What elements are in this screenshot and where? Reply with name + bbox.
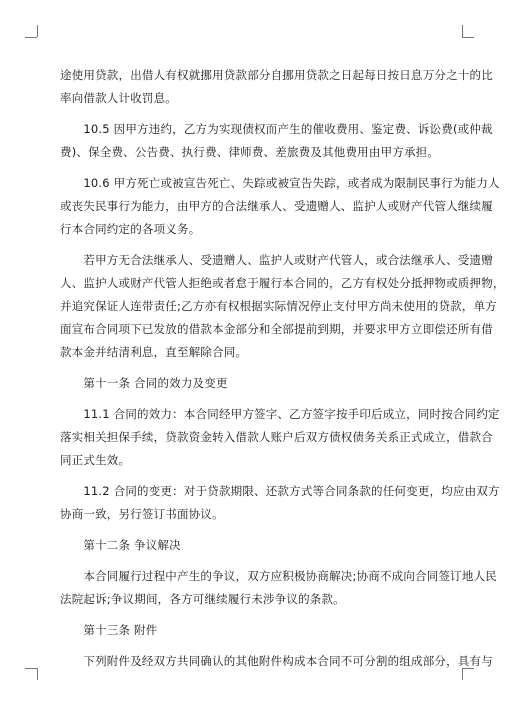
paragraph [60, 650, 493, 673]
text-line: 10.5 因甲方违约，乙方为实现债权而产生的催收费用、鉴定费、诉讼费(或仲裁 [60, 122, 493, 136]
paragraph [60, 249, 505, 364]
paragraph [60, 64, 493, 110]
paragraph [60, 480, 500, 526]
text-line: 第十三条 附件 [60, 623, 158, 637]
text-line: 面宣布合同项下已发放的借款本金部分和全部提前到期，并要求甲方立即偿还所有借 [60, 322, 493, 336]
paragraph [60, 172, 500, 241]
paragraph [60, 565, 497, 611]
paragraph [60, 403, 500, 472]
section-heading [60, 534, 440, 557]
text-line: 若甲方无合法继承人、受遗赠人、监护人或财产代管人，或合法继承人、受遗赠 [60, 253, 493, 267]
text-line: 第十二条 争议解决 [60, 538, 181, 552]
text-line: 费)、保全费、公告费、执行费、律师费、差旅费及其他费用由甲方承担。 [60, 145, 440, 159]
section-heading [60, 619, 440, 642]
text-line: 人、监护人或财产代管人拒绝或者怠于履行本合同的，乙方有权处分抵押物或质押物， [60, 276, 505, 290]
text-line: 11.2 合同的变更：对于贷款期限、还款方式等合同条款的任何变更，均应由双方 [60, 484, 500, 498]
paragraph [60, 118, 493, 164]
text-line: 11.1 合同的效力：本合同经甲方签字、乙方签字按手印后成立，同时按合同约定 [60, 407, 500, 421]
text-line: 同正式生效。 [60, 453, 131, 467]
text-line: 第十一条 合同的效力及变更 [60, 376, 228, 390]
text-line: 10.6 甲方死亡或被宣告死亡、失踪或被宣告失踪，或者成为限制民事行为能力人 [60, 176, 500, 190]
text-line: 款本金并结清利息，直至解除合同。 [60, 345, 248, 359]
text-line: 本合同履行过程中产生的争议，双方应积极协商解决;协商不成向合同签订地人民 [60, 569, 497, 583]
section-heading [60, 372, 440, 395]
text-line: 行本合同约定的各项义务。 [60, 222, 201, 236]
text-line: 法院起诉;争议期间，各方可继续履行未涉争议的条款。 [60, 592, 345, 606]
text-line: 率向借款人计收罚息。 [60, 91, 177, 105]
text-line: 落实相关担保手续，贷款资金转入借款人账户后双方债权债务关系正式成立，借款合 [60, 430, 493, 444]
text-line: 或丧失民事行为能力，由甲方的合法继承人、受遗赠人、监护人或财产代管人继续履 [60, 199, 493, 213]
document-body [60, 64, 505, 673]
text-line: 协商一致，另行签订书面协议。 [60, 507, 224, 521]
text-line: 下列附件及经双方共同确认的其他附件构成本合同不可分割的组成部分，具有与 [60, 654, 493, 668]
text-line: 并追究保证人连带责任;乙方亦有权根据实际情况停止支付甲方尚未使用的贷款，单方 [60, 299, 497, 313]
text-line: 途使用贷款，出借人有权就挪用贷款部分自挪用贷款之日起每日按日息万分之十的比 [60, 68, 493, 82]
